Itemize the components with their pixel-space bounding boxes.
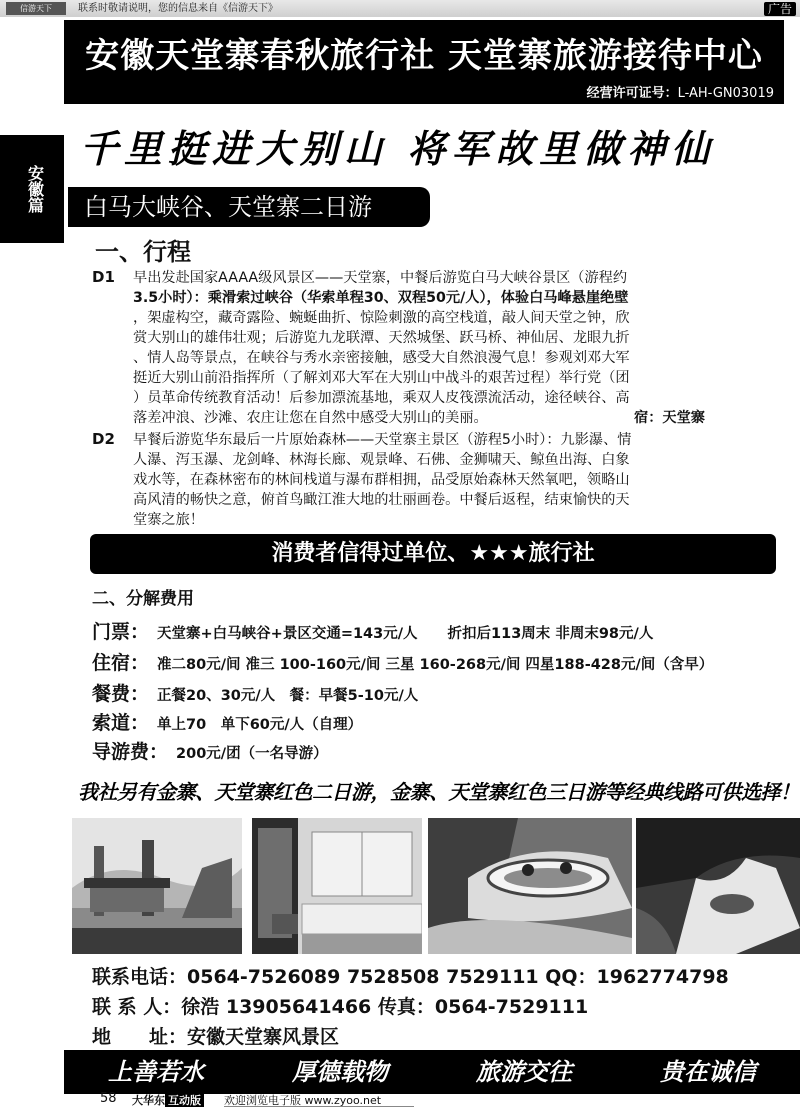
day2-line: 高风清的畅快之意，俯首鸟瞰江淮大地的壮丽画卷。中餐后返程，结束愉快的天 <box>133 492 630 508</box>
contact-phone-value: 0564-7526089 7528508 7529111 QQ：1962774798 <box>187 966 729 988</box>
day1-line: 落差冲浪、沙滩、农庄让您在自然中感受大别山的美丽。 <box>133 410 488 426</box>
motto-phrase: 上善若水 <box>108 1057 204 1086</box>
day1-line: ）员革命传统教育活动！后参加漂流基地，乘双人皮筏漂流活动，途径峡谷、高 <box>133 390 630 406</box>
day1-stay: 宿：天堂寨 <box>634 410 705 426</box>
fee-guide-value: 200元/团（一名导游） <box>176 746 328 762</box>
day1-label: D1 <box>92 268 115 286</box>
day2-label: D2 <box>92 430 115 448</box>
contact-phone-label: 联系电话： <box>92 966 188 988</box>
itinerary-heading: 一、行程 <box>95 238 191 266</box>
day1-line: 挺近大别山前沿指挥所（了解刘邓大军在大别山中战斗的艰苦过程）举行党（团 <box>133 370 630 386</box>
footer-brand-tag: 互动版 <box>165 1094 204 1107</box>
motto-phrase: 旅游交往 <box>476 1057 572 1086</box>
fee-meal-row <box>92 679 418 706</box>
license-value: L-AH-GN03019 <box>677 86 774 101</box>
contact-address-value: 安徽天堂寨风景区 <box>187 1026 340 1048</box>
day1-line: ，架虚构空，藏奇露险、蜿蜒曲折、惊险刺激的高空栈道，敲人间天堂之钟，欣 <box>133 310 630 326</box>
day1-line: 、情人岛等景点，在峡谷与秀水亲密接触，感受大自然浪漫气息！参观刘邓大军 <box>133 350 630 366</box>
waterfall-photo <box>636 818 800 954</box>
day2-line: 戏水等，在森林密布的林间栈道与瀑布群相拥，品受原始森林天然氧吧，领略山 <box>133 472 630 488</box>
page-footer <box>0 1091 800 1107</box>
motto-phrase: 贵在诚信 <box>660 1057 756 1086</box>
fee-hotel-value: 准二80元/间 准三 100-160元/间 三星 160-268元/间 四星188-428元/间（含早） <box>157 657 714 673</box>
motto-bar <box>64 1050 800 1094</box>
fee-meal-value: 正餐20、30元/人 餐：早餐5-10元/人 <box>157 688 419 704</box>
ad-badge: 广告 <box>764 2 796 16</box>
scenic-gate-photo <box>72 818 242 954</box>
fee-ticket-discount: 折扣后113周末 非周末98元/人 <box>447 626 654 642</box>
agency-title: 安徽天堂寨春秋旅行社 天堂寨旅游接待中心 <box>85 36 763 76</box>
promo-line: 我社另有金寨、天堂寨红色二日游，金寨、天堂寨红色三日游等经典线路可供选择！ <box>78 780 800 804</box>
fee-guide-key: 导游费： <box>92 741 169 763</box>
credential-band: 消费者信得过单位、★★★旅行社 <box>90 534 776 574</box>
contact-address-label: 地 址： <box>92 1026 188 1048</box>
contact-person-value: 徐浩 13905641466 传真：0564-7529111 <box>181 996 589 1018</box>
motto-phrase: 厚德载物 <box>292 1057 388 1086</box>
day2-line: 人瀑、泻玉瀑、龙剑峰、林海长廊、观景峰、石佛、金狮啸天、鲸鱼出海、白象 <box>133 452 630 468</box>
slogan: 千里挺进大别山 将军故里做神仙 <box>80 126 716 171</box>
fee-ticket-value: 天堂寨+白马峡谷+景区交通=143元/人 <box>157 626 418 642</box>
fee-ticket-key: 门票： <box>92 621 150 643</box>
contact-phone-row <box>92 962 729 989</box>
day2-line: 早餐后游览华东最后一片原始森林——天堂寨主景区（游程5小时）：九影瀑、情 <box>133 432 632 448</box>
magazine-logo: 信游天下 <box>6 2 66 15</box>
contact-address-row <box>92 1022 339 1049</box>
fee-hotel-key: 住宿： <box>92 652 150 674</box>
footer-brand <box>132 1094 204 1107</box>
license-label: 经营许可证号： <box>586 86 678 101</box>
fee-cable-value: 单上70 单下60元/人（自理） <box>157 717 363 733</box>
day1-line: 赏大别山的雄伟壮观；后游览九龙联潭、天然城堡、跃马桥、神仙居、龙眼九折 <box>133 330 630 346</box>
footer-site-link[interactable]: 欢迎浏览电子版 www.zyoo.net <box>224 1094 382 1107</box>
page-number: 58 <box>100 1091 117 1106</box>
day1-line: 3.5小时）：乘滑索过峡谷（华索单程30、双程50元/人），体验白马峰悬崖绝壁 <box>133 290 629 306</box>
top-strip <box>0 0 800 17</box>
source-note: 联系时敬请说明，您的信息来自《信游天下》 <box>78 3 278 14</box>
day2-line: 堂寨之旅！ <box>133 512 204 528</box>
contact-person-label: 联 系 人： <box>92 996 182 1018</box>
contact-person-row <box>92 992 588 1019</box>
footer-brand-name: 大华东 <box>132 1094 165 1107</box>
section-side-tab <box>0 135 64 243</box>
day1-line: 早出发赴国家AAAA级风景区——天堂寨，中餐后游览白马大峡谷景区（游程约 <box>133 270 628 286</box>
side-tab-label: 安徽篇 <box>25 165 45 213</box>
agency-header <box>64 20 784 104</box>
fee-meal-key: 餐费： <box>92 683 150 705</box>
rafting-photo <box>428 818 632 954</box>
hotel-room-photo <box>252 818 422 954</box>
license-line <box>587 82 774 101</box>
fee-cable-row <box>92 708 362 735</box>
fee-hotel-row <box>92 648 713 675</box>
fee-ticket-row <box>92 617 653 644</box>
fee-cable-key: 索道： <box>92 712 150 734</box>
tour-banner: 白马大峡谷、天堂寨二日游 <box>68 187 430 227</box>
fees-heading: 二、分解费用 <box>92 589 194 609</box>
fee-guide-row <box>92 737 328 764</box>
